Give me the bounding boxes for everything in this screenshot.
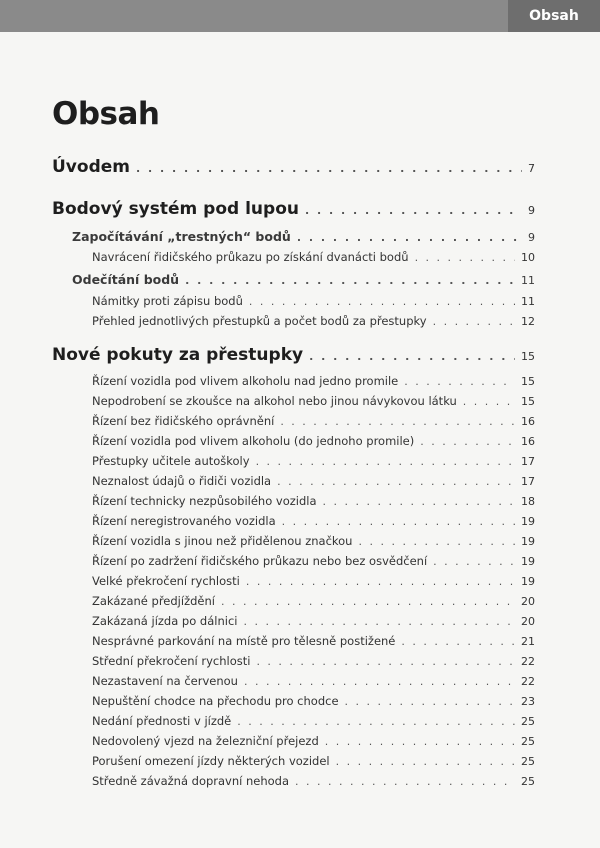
toc-entry-zapocitavani[interactable] <box>72 229 535 244</box>
toc-page-number: 25 <box>521 775 535 788</box>
toc-leader-dots <box>256 455 515 468</box>
toc-entry-neznalost-udaju[interactable] <box>92 474 535 488</box>
page-title: Obsah <box>52 96 160 132</box>
toc-leader-dots <box>282 515 515 528</box>
toc-entry-title: Bodový systém pod lupou <box>52 199 299 219</box>
toc-leader-dots <box>246 575 515 588</box>
toc-leader-dots <box>433 315 515 328</box>
toc-leader-dots <box>358 535 515 548</box>
toc-entry-namitky[interactable] <box>92 294 535 308</box>
toc-entry-odecitani[interactable] <box>72 272 535 287</box>
toc-entry-title: Námitky proti zápisu bodů <box>92 294 243 308</box>
toc-leader-dots <box>323 495 515 508</box>
toc-entry-neregistrovane[interactable] <box>92 514 535 528</box>
toc-entry-title: Řízení bez řidičského oprávnění <box>92 414 275 428</box>
toc-leader-dots <box>221 595 515 608</box>
toc-page-number: 23 <box>521 695 535 708</box>
toc-leader-dots <box>249 295 515 308</box>
toc-page-number: 16 <box>521 415 535 428</box>
toc-entry-title: Řízení neregistrovaného vozidla <box>92 514 276 528</box>
toc-entry-nepodrobeni[interactable] <box>92 394 535 408</box>
toc-entry-bodovy-system[interactable] <box>52 199 535 219</box>
toc-page-number: 22 <box>521 655 535 668</box>
toc-entry-title: Nepuštění chodce na přechodu pro chodce <box>92 694 339 708</box>
toc-page-number: 20 <box>521 615 535 628</box>
toc-leader-dots <box>244 675 515 688</box>
toc-entry-title: Porušení omezení jízdy některých vozidel <box>92 754 330 768</box>
toc-page-number: 15 <box>521 375 535 388</box>
toc-entry-jina-znacka[interactable] <box>92 534 535 548</box>
toc-page-number: 19 <box>521 555 535 568</box>
toc-entry-ucitel-autoskoly[interactable] <box>92 454 535 468</box>
toc-page-number: 25 <box>521 715 535 728</box>
toc-page-number: 19 <box>521 515 535 528</box>
toc-entry-navraceni[interactable] <box>92 250 535 264</box>
toc-page-number: 15 <box>521 350 535 363</box>
toc-entry-parkovani-postizene[interactable] <box>92 634 535 648</box>
toc-page-number: 7 <box>528 162 535 175</box>
toc-entry-title: Řízení technicky nezpůsobilého vozidla <box>92 494 317 508</box>
toc-leader-dots <box>256 655 515 668</box>
toc-entry-title: Navrácení řidičského průkazu po získání dvanácti bodů <box>92 250 409 264</box>
toc-leader-dots <box>401 635 515 648</box>
toc-entry-title: Přestupky učitele autoškoly <box>92 454 250 468</box>
toc-entry-chodec-prechod[interactable] <box>92 694 535 708</box>
toc-page-number: 25 <box>521 735 535 748</box>
toc-entry-title: Řízení vozidla pod vlivem alkoholu (do jednoho promile) <box>92 434 415 448</box>
toc-entry-alkohol-do-promile[interactable] <box>92 434 535 448</box>
section-tab: Obsah <box>508 0 600 32</box>
toc-entry-dopravni-nehoda[interactable] <box>92 774 535 788</box>
toc-entry-title: Řízení po zadržení řidičského průkazu nebo bez osvědčení <box>92 554 428 568</box>
toc-page-number: 11 <box>521 295 535 308</box>
toc-entry-uvodem[interactable] <box>52 157 535 177</box>
toc-entry-omezeni-jizdy[interactable] <box>92 754 535 768</box>
toc-page-number: 9 <box>528 231 535 244</box>
toc-leader-dots <box>237 715 515 728</box>
toc-entry-title: Středně závažná dopravní nehoda <box>92 774 290 788</box>
toc-entry-zadrzeni-prukazu[interactable] <box>92 554 535 568</box>
toc-page-number: 15 <box>521 395 535 408</box>
toc-entry-title: Nedání přednosti v jízdě <box>92 714 232 728</box>
toc-entry-title: Nezastavení na červenou <box>92 674 238 688</box>
toc-entry-prednost[interactable] <box>92 714 535 728</box>
toc-page-number: 16 <box>521 435 535 448</box>
toc-entry-title: Neznalost údajů o řidiči vozidla <box>92 474 272 488</box>
toc-entry-title: Nesprávné parkování na místě pro tělesně postižené <box>92 634 396 648</box>
toc-leader-dots <box>463 395 515 408</box>
toc-entry-predjizdeni[interactable] <box>92 594 535 608</box>
toc-leader-dots <box>404 375 515 388</box>
toc-leader-dots <box>243 615 515 628</box>
toc-entry-velke-prekroceni[interactable] <box>92 574 535 588</box>
toc-entry-zeleznicni-prejezd[interactable] <box>92 734 535 748</box>
toc-leader-dots <box>433 555 515 568</box>
toc-entry-title: Úvodem <box>52 157 130 177</box>
toc-leader-dots <box>295 775 515 788</box>
toc-entry-nezastaveni[interactable] <box>92 674 535 688</box>
toc-page-number: 21 <box>521 635 535 648</box>
toc-page-number: 20 <box>521 595 535 608</box>
toc-entry-title: Velké překročení rychlosti <box>92 574 240 588</box>
toc-entry-title: Nepodrobení se zkoušce na alkohol nebo jinou návykovou látku <box>92 394 457 408</box>
toc-leader-dots <box>280 415 515 428</box>
toc-leader-dots <box>305 204 522 217</box>
toc-leader-dots <box>325 735 515 748</box>
toc-entry-title: Zakázané předjíždění <box>92 594 215 608</box>
toc-leader-dots <box>415 251 515 264</box>
toc-entry-nezpusobile-vozidlo[interactable] <box>92 494 535 508</box>
toc-page-number: 9 <box>528 204 535 217</box>
toc-leader-dots <box>297 231 522 244</box>
toc-entry-title: Střední překročení rychlosti <box>92 654 251 668</box>
toc-entry-title: Řízení vozidla pod vlivem alkoholu nad jedno promile <box>92 374 399 388</box>
toc-page-number: 19 <box>521 575 535 588</box>
toc-entry-bez-opravneni[interactable] <box>92 414 535 428</box>
toc-page-number: 11 <box>521 274 535 287</box>
toc-entry-jizda-dalnice[interactable] <box>92 614 535 628</box>
toc-entry-nove-pokuty[interactable] <box>52 345 535 365</box>
toc-page-number: 12 <box>521 315 535 328</box>
toc-entry-alkohol-nad-promile[interactable] <box>92 374 535 388</box>
toc-entry-title: Odečítání bodů <box>72 272 180 287</box>
toc-entry-title: Řízení vozidla s jinou než přidělenou značkou <box>92 534 353 548</box>
toc-leader-dots <box>309 350 515 363</box>
toc-entry-title: Přehled jednotlivých přestupků a počet bodů za přestupky <box>92 314 427 328</box>
toc-leader-dots <box>420 435 515 448</box>
toc-leader-dots <box>277 475 515 488</box>
toc-entry-stredni-prekroceni[interactable] <box>92 654 535 668</box>
toc-leader-dots <box>185 274 515 287</box>
toc-page-number: 25 <box>521 755 535 768</box>
toc-entry-title: Zakázaná jízda po dálnici <box>92 614 238 628</box>
toc-entry-title: Nové pokuty za přestupky <box>52 345 304 365</box>
toc-page-number: 17 <box>521 455 535 468</box>
toc-page-number: 17 <box>521 475 535 488</box>
toc-leader-dots <box>336 755 515 768</box>
toc-leader-dots <box>345 695 515 708</box>
toc-page-number: 19 <box>521 535 535 548</box>
toc-leader-dots <box>136 162 522 175</box>
toc-entry-title: Nedovolený vjezd na železniční přejezd <box>92 734 319 748</box>
toc-entry-prehled[interactable] <box>92 314 535 328</box>
toc-page-number: 18 <box>521 495 535 508</box>
toc-page-number: 22 <box>521 675 535 688</box>
toc-page-number: 10 <box>521 251 535 264</box>
toc-entry-title: Započítávání „trestných“ bodů <box>72 229 291 244</box>
